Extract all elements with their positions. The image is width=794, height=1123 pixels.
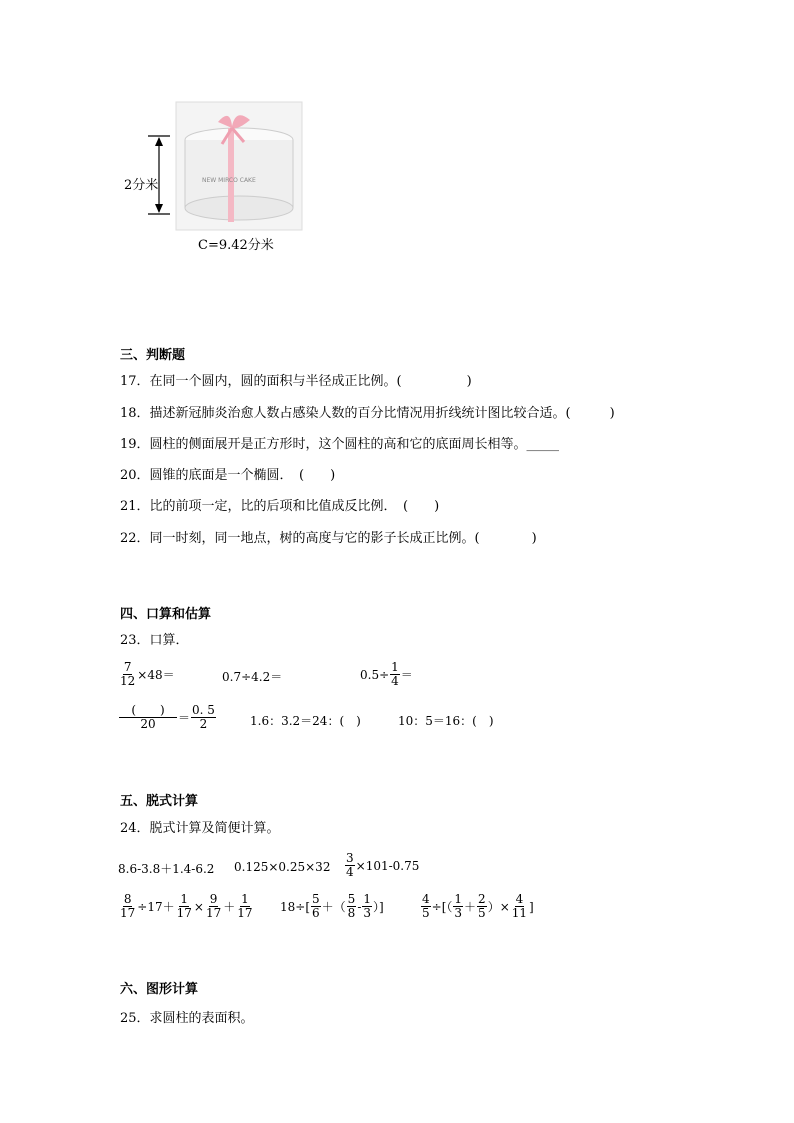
fraction: $\frac{7}{12}$ xyxy=(120,660,136,688)
fraction: $\frac{( )}{20}$ xyxy=(119,704,177,731)
fraction: $\frac{2}{5}$ xyxy=(478,892,486,920)
mental-expr-2: 0.7÷4.2＝ xyxy=(222,670,283,684)
fraction: $\frac{5}{6}$ xyxy=(312,892,320,920)
mental-expr-3: 0.5÷ $\frac{1}{4}$ ＝ xyxy=(360,660,413,688)
mental-expr-6: 10：5＝16：( ) xyxy=(398,714,494,728)
circumference-label: C=9.42分米 xyxy=(198,238,274,253)
question-17: 17．在同一个圆内，圆的面积与半径成正比例。( ) xyxy=(120,374,472,389)
section4-heading: 四、口算和估算 xyxy=(120,607,212,622)
calc-expr-3: $\frac{3}{4}$ ×101-0.75 xyxy=(346,851,420,879)
section6-heading: 六、图形计算 xyxy=(120,982,199,997)
question-22: 22．同一时刻，同一地点，树的高度与它的影子长成正比例。( ) xyxy=(120,531,537,546)
fraction: $\frac{4}{5}$ xyxy=(422,892,430,920)
question-20: 20．圆锥的底面是一个椭圆． ( ) xyxy=(120,468,336,483)
fraction: $\frac{1}{17}$ xyxy=(176,892,192,920)
fraction: $\frac{0. 5}{2}$ xyxy=(192,703,215,731)
cylinder-figure xyxy=(118,100,308,260)
calc-expr-1: 8.6-3.8＋1.4-6.2 xyxy=(118,862,215,876)
fraction: $\frac{4}{11}$ xyxy=(511,892,528,920)
fraction: $\frac{8}{17}$ xyxy=(120,892,136,920)
calc-expr-4: $\frac{8}{17}$ ÷17＋ $\frac{1}{17}$ × $\frac{9}{17}$ ＋ $\frac{1}{17}$ xyxy=(120,892,253,920)
calc-expr-2: 0.125×0.25×32 xyxy=(234,860,331,874)
question-23: 23．口算． xyxy=(120,633,189,648)
fraction: $\frac{1}{4}$ xyxy=(391,660,399,688)
fraction: $\frac{5}{8}$ xyxy=(347,892,356,920)
fraction: $\frac{1}{3}$ xyxy=(454,892,463,920)
question-24: 24．脱式计算及简便计算。 xyxy=(120,821,280,836)
fraction: $\frac{9}{17}$ xyxy=(205,892,222,920)
question-18: 18．描述新冠肺炎治愈人数占感染人数的百分比情况用折线统计图比较合适。( ) xyxy=(120,406,615,421)
calc-expr-6: $\frac{4}{5}$ ÷[（ $\frac{1}{3}$ ＋ $\frac{2}{5}$ ）× $\frac{4}{11}$ ] xyxy=(422,892,534,920)
section5-heading: 五、脱式计算 xyxy=(120,794,199,809)
fraction: $\frac{3}{4}$ xyxy=(346,851,354,879)
fraction: $\frac{1}{3}$ xyxy=(363,892,372,920)
question-19: 19．圆柱的侧面展开是正方形时，这个圆柱的高和它的底面周长相等。_____ xyxy=(120,437,560,452)
section3-heading: 三、判断题 xyxy=(120,348,186,363)
mental-expr-1: $\frac{7}{12}$ ×48＝ xyxy=(120,660,175,688)
mental-expr-4: $\frac{( )}{20}$ ＝ $\frac{0. 5}{2}$ xyxy=(118,704,217,731)
question-21: 21．比的前项一定，比的后项和比值成反比例． ( ) xyxy=(120,499,440,514)
calc-expr-5: 18÷[ $\frac{5}{6}$ ＋（ $\frac{5}{8}$ - $\frac{1}{3}$ ）] xyxy=(280,892,384,920)
question-25: 25．求圆柱的表面积。 xyxy=(120,1011,254,1026)
mental-expr-5: 1.6：3.2＝24：( ) xyxy=(250,714,361,728)
height-label: 2分米 xyxy=(124,174,158,193)
cake-box-text: NEW MIRCO CAKE xyxy=(202,177,256,184)
fraction: $\frac{1}{17}$ xyxy=(237,892,253,920)
